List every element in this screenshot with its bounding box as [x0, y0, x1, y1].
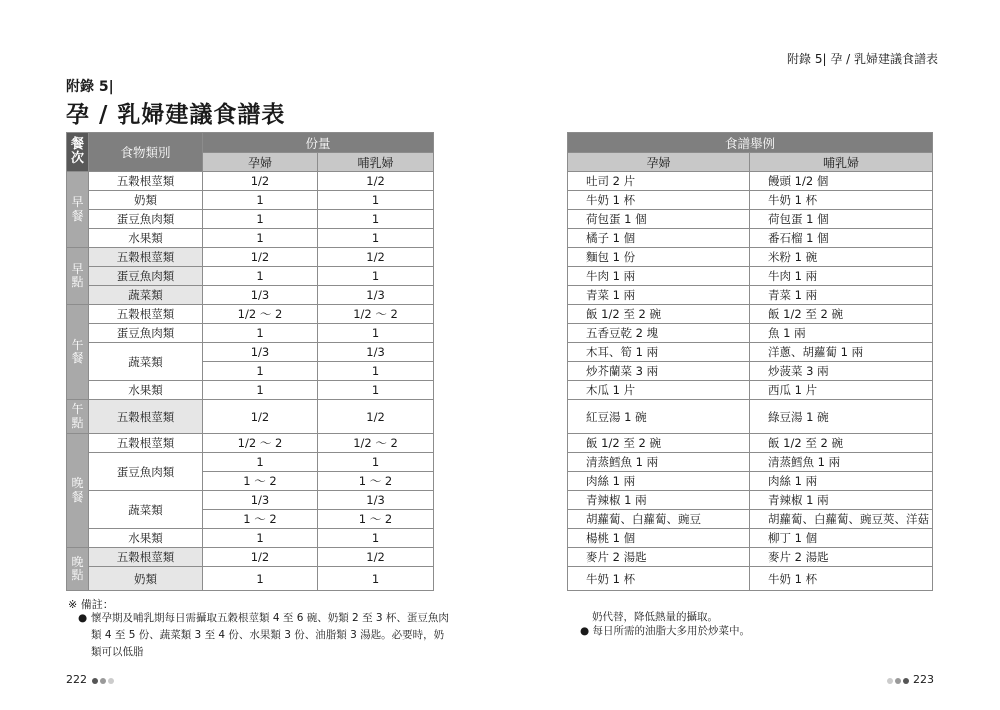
table-row [568, 510, 933, 529]
recipe-nursing-cell: 綠豆湯 1 碗 [750, 400, 933, 434]
nursing-cell: 1/2 [318, 172, 434, 191]
recipe-nursing-cell: 胡蘿蔔、白蘿蔔、豌豆莢、洋菇 [750, 510, 933, 529]
recipe-nursing-cell: 米粉 1 碗 [750, 248, 933, 267]
meal-label: 午 點 [67, 400, 89, 434]
recipe-nursing-cell: 牛肉 1 兩 [750, 267, 933, 286]
recipe-pregnant-cell: 紅豆湯 1 碗 [568, 400, 750, 434]
table-row [568, 529, 933, 548]
pregnant-cell: 1/2 [203, 248, 318, 267]
recipe-pregnant-cell: 炒芥蘭菜 3 兩 [568, 362, 750, 381]
food-cell: 奶類 [89, 567, 203, 591]
meal-label: 早 點 [67, 248, 89, 305]
meal-column-header: 餐 次 [67, 133, 89, 172]
pregnant-cell: 1/2 [203, 172, 318, 191]
pregnant-cell: 1/2 [203, 548, 318, 567]
meal-label: 晚 點 [67, 548, 89, 591]
recipe-pregnant-cell: 楊桃 1 個 [568, 529, 750, 548]
meal-label: 早 餐 [67, 172, 89, 248]
recipe-pregnant-cell: 荷包蛋 1 個 [568, 210, 750, 229]
food-cell: 蛋豆魚肉類 [89, 324, 203, 343]
recipe-nursing-cell: 肉絲 1 兩 [750, 472, 933, 491]
recipe-pregnant-cell: 木耳、筍 1 兩 [568, 343, 750, 362]
table-row [568, 229, 933, 248]
recipe-nursing-cell: 飯 1/2 至 2 碗 [750, 305, 933, 324]
recipe-pregnant-cell: 青菜 1 兩 [568, 286, 750, 305]
recipe-nursing-cell: 青辣椒 1 兩 [750, 491, 933, 510]
pregnant-cell: 1 [203, 362, 318, 381]
nursing-cell: 1 ～ 2 [318, 472, 434, 491]
food-category-header: 食物類別 [89, 133, 203, 172]
recipe-header: 食譜舉例 [568, 133, 933, 153]
pregnant-cell: 1 [203, 529, 318, 548]
recipe-nursing-cell: 青菜 1 兩 [750, 286, 933, 305]
recipe-pregnant-cell: 麵包 1 份 [568, 248, 750, 267]
recipe-pregnant-cell: 飯 1/2 至 2 碗 [568, 305, 750, 324]
recipe-pregnant-cell: 木瓜 1 片 [568, 381, 750, 400]
table-row [67, 343, 434, 362]
nursing-cell: 1 [318, 229, 434, 248]
food-cell: 五穀根莖類 [89, 400, 203, 434]
recipe-pregnant-cell: 胡蘿蔔、白蘿蔔、豌豆 [568, 510, 750, 529]
table-row [568, 472, 933, 491]
pregnant-cell: 1 [203, 210, 318, 229]
nursing-cell: 1 [318, 567, 434, 591]
table-row [568, 172, 933, 191]
table-row [568, 400, 933, 434]
page-number-left [66, 673, 115, 687]
nursing-cell: 1 [318, 381, 434, 400]
recipe-nursing-cell: 西瓜 1 片 [750, 381, 933, 400]
table-row [67, 453, 434, 472]
bullet-icon: ● [580, 625, 590, 637]
nursing-cell: 1/3 [318, 343, 434, 362]
table-row [67, 229, 434, 248]
recipe-pregnant-header: 孕婦 [568, 153, 750, 172]
food-cell: 蛋豆魚肉類 [89, 453, 203, 491]
recipe-pregnant-cell: 牛肉 1 兩 [568, 267, 750, 286]
pregnant-cell: 1/2 [203, 400, 318, 434]
recipe-nursing-cell: 荷包蛋 1 個 [750, 210, 933, 229]
table-row [67, 305, 434, 324]
table-row [67, 210, 434, 229]
notes-header: ※ 備註： [68, 598, 114, 611]
note-item [78, 610, 450, 661]
page-title: 孕 / 乳婦建議食譜表 [66, 102, 286, 128]
pregnant-cell: 1/3 [203, 343, 318, 362]
bullet-icon: ● [78, 612, 88, 624]
table-row [67, 267, 434, 286]
recipe-nursing-cell: 牛奶 1 杯 [750, 191, 933, 210]
recipe-nursing-cell: 炒菠菜 3 兩 [750, 362, 933, 381]
recipe-nursing-cell: 飯 1/2 至 2 碗 [750, 434, 933, 453]
nursing-cell: 1 [318, 267, 434, 286]
table-row [568, 362, 933, 381]
table-row [67, 324, 434, 343]
food-cell: 五穀根莖類 [89, 548, 203, 567]
recipe-nursing-cell: 洋蔥、胡蘿蔔 1 兩 [750, 343, 933, 362]
nursing-cell: 1 [318, 191, 434, 210]
table-row [67, 548, 434, 567]
nursing-cell: 1 [318, 453, 434, 472]
food-cell: 奶類 [89, 191, 203, 210]
pregnant-cell: 1/3 [203, 286, 318, 305]
recipe-pregnant-cell: 五香豆乾 2 塊 [568, 324, 750, 343]
pregnant-cell: 1 [203, 567, 318, 591]
table-row [568, 191, 933, 210]
pregnant-cell: 1 ～ 2 [203, 510, 318, 529]
food-cell: 水果類 [89, 529, 203, 548]
table-row [67, 172, 434, 191]
pregnant-cell: 1 [203, 381, 318, 400]
food-cell: 水果類 [89, 381, 203, 400]
table-row [67, 286, 434, 305]
note-continuation: 奶代替，降低熱量的攝取。 [592, 611, 718, 623]
running-head: 附錄 5| 孕 / 乳婦建議食譜表 [787, 52, 938, 66]
table-row [568, 286, 933, 305]
recipe-pregnant-cell: 牛奶 1 杯 [568, 567, 750, 591]
recipe-pregnant-cell: 飯 1/2 至 2 碗 [568, 434, 750, 453]
nursing-cell: 1/2 [318, 248, 434, 267]
recipe-pregnant-cell: 清蒸鱈魚 1 兩 [568, 453, 750, 472]
nursing-cell: 1/2 ～ 2 [318, 434, 434, 453]
portion-table [66, 132, 434, 591]
note-text: 懷孕期及哺乳期每日需攝取五穀根莖類 4 至 6 碗、奶類 2 至 3 杯、蛋豆魚肉類 4 至 5 份、蔬菜類 3 至 4 份、水果類 3 份、油脂類 3 湯匙。必要時，奶類可以低脂 [91, 612, 449, 658]
food-cell: 五穀根莖類 [89, 248, 203, 267]
nursing-cell: 1/2 ～ 2 [318, 305, 434, 324]
table-row [568, 381, 933, 400]
table-row [67, 248, 434, 267]
table-row [568, 305, 933, 324]
recipe-nursing-cell: 牛奶 1 杯 [750, 567, 933, 591]
recipe-pregnant-cell: 青辣椒 1 兩 [568, 491, 750, 510]
recipe-nursing-header: 哺乳婦 [750, 153, 933, 172]
recipe-pregnant-cell: 橘子 1 個 [568, 229, 750, 248]
recipe-nursing-cell: 番石榴 1 個 [750, 229, 933, 248]
food-cell: 五穀根莖類 [89, 305, 203, 324]
pregnant-cell: 1 [203, 229, 318, 248]
page-number-right [886, 673, 935, 687]
table-row [67, 434, 434, 453]
table-row [67, 567, 434, 591]
pregnant-cell: 1/3 [203, 491, 318, 510]
recipe-nursing-cell: 柳丁 1 個 [750, 529, 933, 548]
table-row [568, 548, 933, 567]
nursing-cell: 1 ～ 2 [318, 510, 434, 529]
food-cell: 蛋豆魚肉類 [89, 267, 203, 286]
table-row [67, 191, 434, 210]
recipe-nursing-cell: 饅頭 1/2 個 [750, 172, 933, 191]
pregnant-header: 孕婦 [203, 153, 318, 172]
nursing-cell: 1/3 [318, 286, 434, 305]
table-row [568, 491, 933, 510]
pregnant-cell: 1 [203, 324, 318, 343]
table-row [568, 343, 933, 362]
food-cell: 蔬菜類 [89, 343, 203, 381]
nursing-header: 哺乳婦 [318, 153, 434, 172]
nursing-cell: 1 [318, 210, 434, 229]
food-cell: 五穀根莖類 [89, 434, 203, 453]
table-row [568, 248, 933, 267]
food-cell: 蔬菜類 [89, 286, 203, 305]
pregnant-cell: 1/2 ～ 2 [203, 434, 318, 453]
meal-label: 午 餐 [67, 305, 89, 400]
recipe-pregnant-cell: 麥片 2 湯匙 [568, 548, 750, 567]
pregnant-cell: 1 ～ 2 [203, 472, 318, 491]
nursing-cell: 1/3 [318, 491, 434, 510]
table-row [568, 567, 933, 591]
pregnant-cell: 1 [203, 191, 318, 210]
recipe-nursing-cell: 魚 1 兩 [750, 324, 933, 343]
nursing-cell: 1/2 [318, 548, 434, 567]
table-row [568, 453, 933, 472]
note-text: 每日所需的油脂大多用於炒菜中。 [592, 625, 751, 637]
page-dots-icon [91, 674, 115, 687]
recipe-pregnant-cell: 吐司 2 片 [568, 172, 750, 191]
portion-header: 份量 [203, 133, 434, 153]
nursing-cell: 1 [318, 324, 434, 343]
note-item [580, 623, 750, 638]
pregnant-cell: 1 [203, 453, 318, 472]
nursing-cell: 1 [318, 529, 434, 548]
table-row [568, 324, 933, 343]
recipe-pregnant-cell: 牛奶 1 杯 [568, 191, 750, 210]
table-row [67, 381, 434, 400]
page-dots-icon [886, 674, 910, 687]
table-row [568, 434, 933, 453]
food-cell: 蔬菜類 [89, 491, 203, 529]
food-cell: 五穀根莖類 [89, 172, 203, 191]
food-cell: 蛋豆魚肉類 [89, 210, 203, 229]
nursing-cell: 1 [318, 362, 434, 381]
table-row [67, 491, 434, 510]
table-row [568, 210, 933, 229]
table-row [67, 529, 434, 548]
recipe-nursing-cell: 清蒸鱈魚 1 兩 [750, 453, 933, 472]
food-cell: 水果類 [89, 229, 203, 248]
table-row [67, 400, 434, 434]
meal-label: 晚 餐 [67, 434, 89, 548]
nursing-cell: 1/2 [318, 400, 434, 434]
recipe-example-table [567, 132, 933, 591]
appendix-label: 附錄 5| [66, 79, 114, 95]
recipe-pregnant-cell: 肉絲 1 兩 [568, 472, 750, 491]
recipe-nursing-cell: 麥片 2 湯匙 [750, 548, 933, 567]
page-number: 223 [913, 673, 934, 686]
table-row [568, 267, 933, 286]
pregnant-cell: 1/2 ～ 2 [203, 305, 318, 324]
page-number: 222 [66, 673, 87, 686]
pregnant-cell: 1 [203, 267, 318, 286]
